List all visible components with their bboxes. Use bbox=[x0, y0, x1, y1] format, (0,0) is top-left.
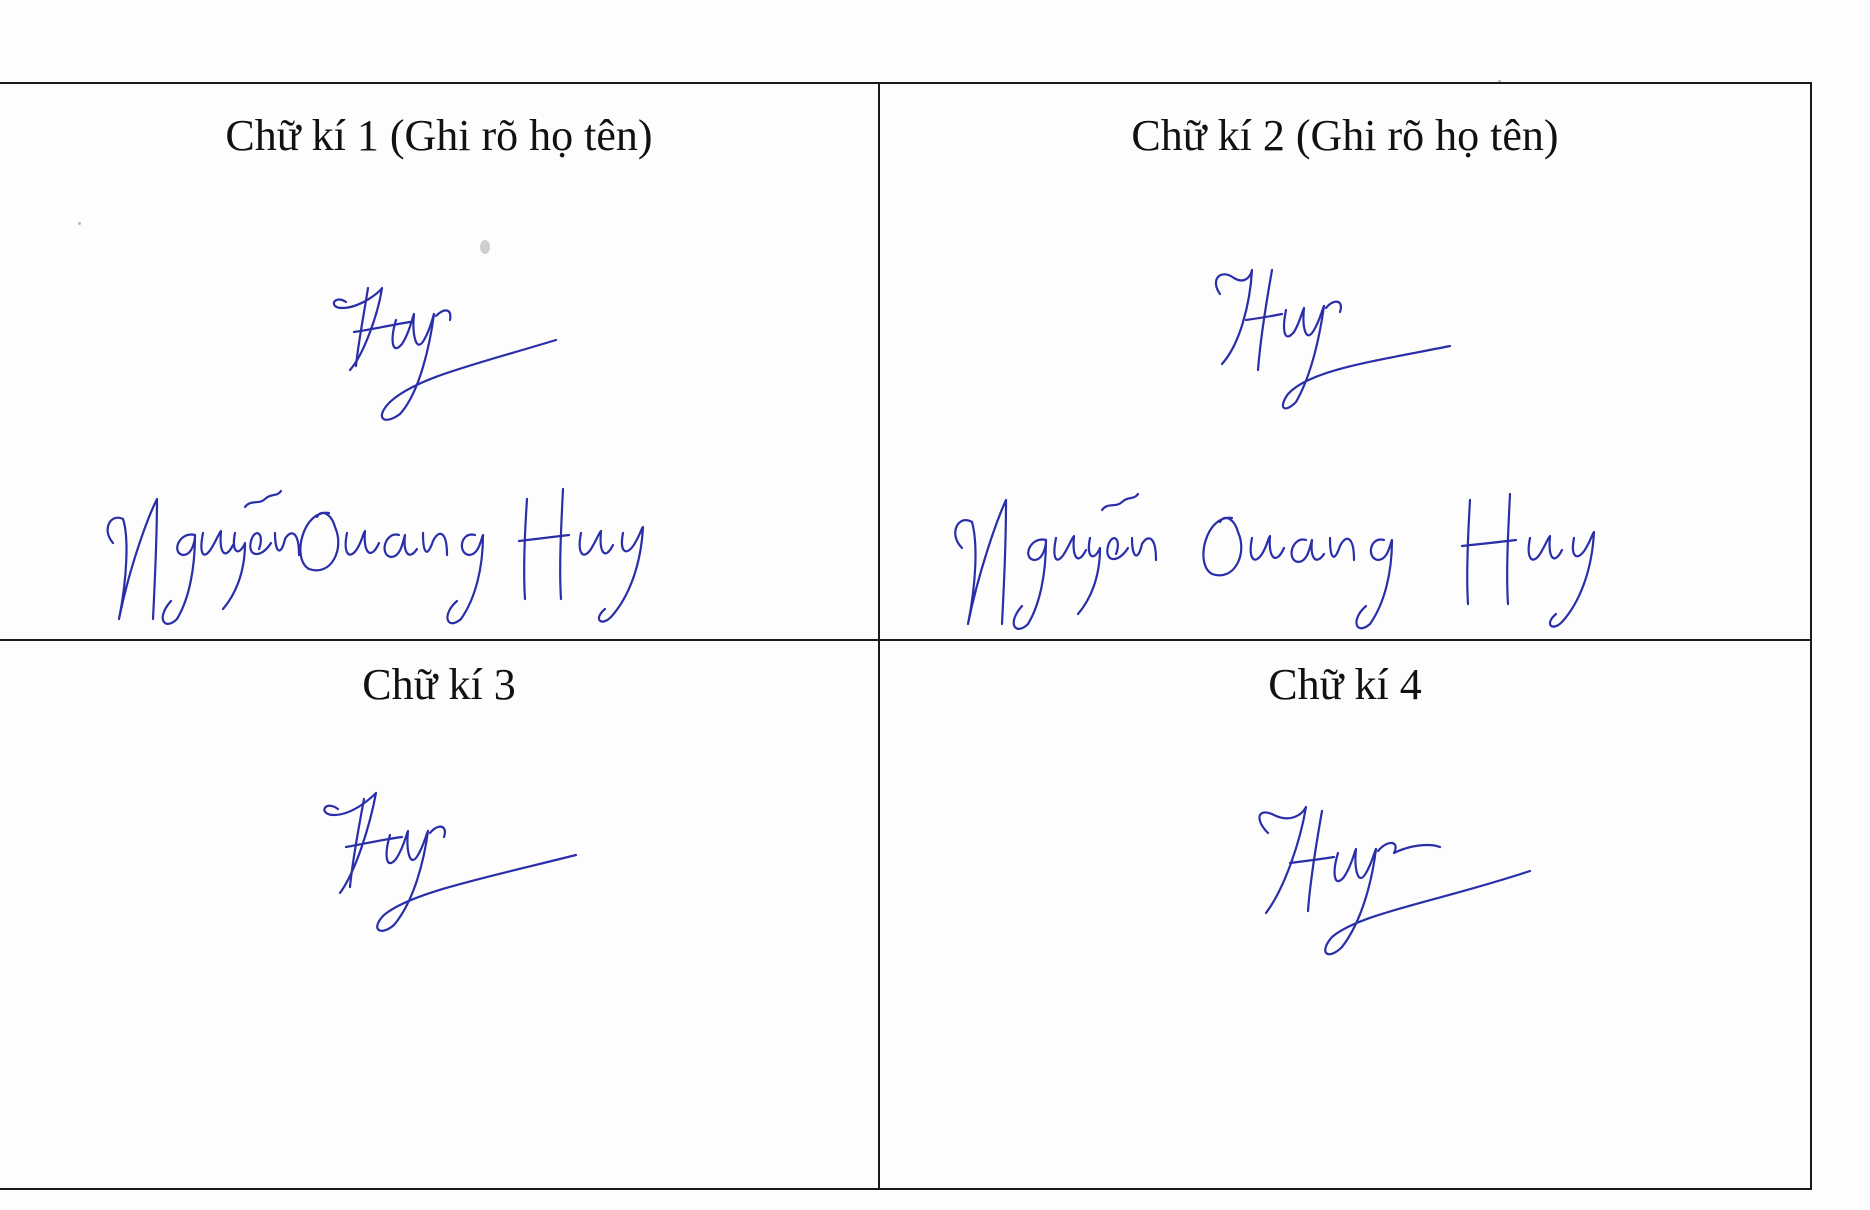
signature-table bbox=[0, 82, 1812, 1190]
cell-label: Chữ kí 1 (Ghi rõ họ tên) bbox=[225, 111, 653, 160]
full-name-signature bbox=[95, 469, 795, 629]
full-name-signature bbox=[940, 474, 1700, 634]
signature-image bbox=[1240, 791, 1540, 971]
cell-label: Chữ kí 3 bbox=[362, 660, 516, 709]
signature-image bbox=[310, 781, 590, 951]
cell-label: Chữ kí 4 bbox=[1268, 660, 1422, 709]
signature-cell-3 bbox=[0, 641, 880, 1190]
cell-label: Chữ kí 2 (Ghi rõ họ tên) bbox=[1131, 111, 1559, 160]
signature-cell-1 bbox=[0, 84, 880, 641]
signature-image bbox=[1200, 254, 1460, 424]
signature-cell-4 bbox=[880, 641, 1810, 1190]
signature-cell-2 bbox=[880, 84, 1810, 641]
signature-image bbox=[320, 274, 580, 434]
